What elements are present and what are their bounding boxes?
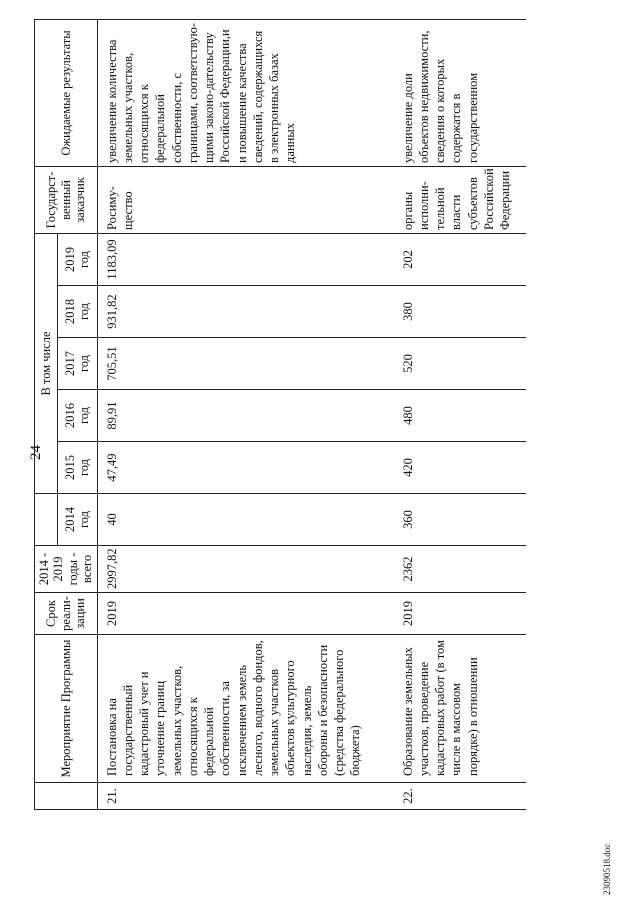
header-year-2015: 2015 год [57,442,97,494]
row-number: 22. [394,783,526,810]
header-years-blank [35,494,58,546]
row-value-2017: 520 [394,338,526,390]
header-year-2018: 2018 год [57,286,97,338]
row-value-2015: 420 [394,442,526,494]
header-customer: Государст-венный заказчик [35,166,98,233]
row-event: Образование земельных участков, проведение кадастровых работ (в том числе в массовом порядке) в отношении [394,635,526,783]
document-code: 23090518.doc [602,843,612,895]
row-results: увеличение количества земельных участков, относящихся к федеральной собственности, с границами, соответствую-щими законо-дательству Российской Федерации,и и повышение качества сведений, содержащихся в электронных базах данных [97,19,394,166]
row-customer: органы исполни-тельной власти субъектов Российской Федерации [394,166,526,233]
row-value-2019: 202 [394,233,526,285]
row-value-2019: 1183,09 [97,233,394,285]
header-results: Ожидаемые результаты [35,19,98,166]
header-row-top [35,19,58,809]
row-value-2014: 360 [394,494,526,546]
header-year-2016: 2016 год [57,390,97,442]
row-event: Постановка на государственный кадастровый учет и уточнение границ земельных участков, относящихся к федеральной собственности, за исключением земель лесного, водного фондов, земельных участков объектов культурного наследия, земель обороны и безопасности (средства федерального бюджета) [97,635,394,783]
row-number: 21. [97,783,394,810]
row-value-2014: 40 [97,494,394,546]
row-value-2016: 480 [394,390,526,442]
row-deadline: 2019 [97,593,394,635]
header-event: Мероприятие Программы [35,635,98,783]
table-row [97,19,394,809]
row-value-2015: 47,49 [97,442,394,494]
header-deadline: Срок реали-зации [35,593,98,635]
row-value-2017: 705,51 [97,338,394,390]
page-number: 24 [28,445,44,460]
header-year-2019: 2019 год [57,233,97,285]
row-results: увеличение доли объектов недвижимости, сведения о которых содержатся в государственном [394,19,526,166]
header-total: 2014 - 2019 годы - всего [35,546,98,593]
row-value-2018: 931,82 [97,286,394,338]
program-events-table [34,19,526,810]
row-total: 2362 [394,546,526,593]
row-value-2018: 380 [394,286,526,338]
header-including: В том числе [35,233,58,493]
row-value-2016: 89,91 [97,390,394,442]
header-year-2014: 2014 год [57,494,97,546]
row-deadline: 2019 [394,593,526,635]
header-year-2017: 2017 год [57,338,97,390]
table-row [394,19,526,809]
row-customer: Росиму-щество [97,166,394,233]
row-total: 2997,82 [97,546,394,593]
header-number-cell [35,783,98,810]
